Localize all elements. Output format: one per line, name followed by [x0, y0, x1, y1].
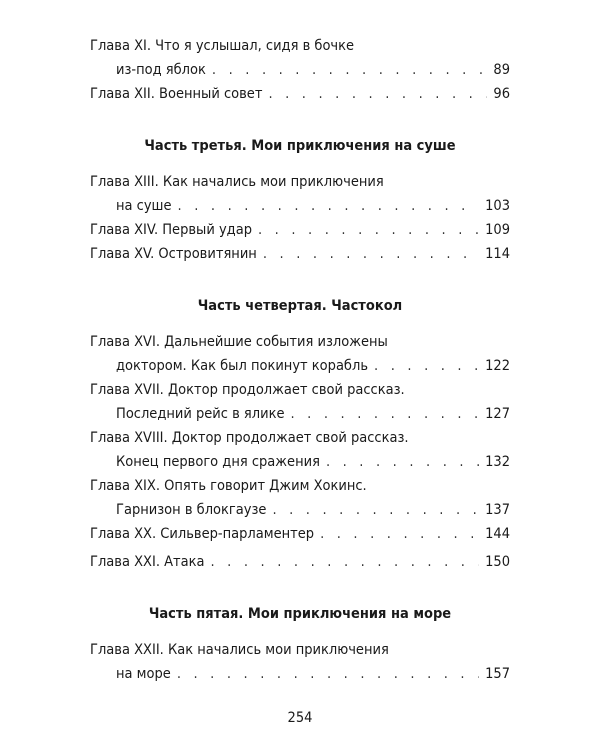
toc-entry-chapter-21 [90, 550, 510, 574]
entry-line: Глава XX. Сильвер-парламентер [90, 526, 315, 542]
dot-leader [374, 354, 479, 378]
entry-line: Гарнизон в блокгаузе [116, 502, 267, 518]
entry-line: на море [116, 666, 171, 682]
page-number: 254 [287, 710, 313, 726]
dot-leader [326, 450, 479, 474]
page-ref: 144 [485, 526, 510, 542]
entry-line-leader [90, 498, 510, 522]
dot-leader [320, 522, 479, 546]
page-ref: 114 [485, 246, 510, 262]
page-ref: 103 [485, 198, 510, 214]
dot-leader [272, 498, 479, 522]
entry-line: из-под яблок [116, 62, 206, 78]
entry-line: доктором. Как был покинут корабль [116, 358, 369, 374]
dot-leader [178, 194, 480, 218]
entry-line: Глава XII. Военный совет [90, 86, 263, 102]
entry-line: на суше [116, 198, 172, 214]
entry-line: Глава XIX. Опять говорит Джим Хокинс. [90, 478, 367, 494]
page-ref: 132 [485, 454, 510, 470]
entry-line-leader [90, 354, 510, 378]
entry-line: Глава XVIII. Доктор продолжает свой рассказ. [90, 430, 409, 446]
dot-leader [258, 218, 479, 242]
entry-line: Глава XVI. Дальнейшие события изложены [90, 334, 388, 350]
entry-line: Глава XIV. Первый удар [90, 222, 252, 238]
toc-entry-chapter-15 [90, 242, 510, 266]
page-ref: 122 [485, 358, 510, 374]
entry-line-leader [90, 522, 510, 546]
entry-line-leader [90, 550, 510, 574]
toc-entry-chapter-19 [90, 474, 510, 522]
entry-line: Конец первого дня сражения [116, 454, 320, 470]
toc-entry-chapter-17 [90, 378, 510, 426]
entry-line: Глава XI. Что я услышал, сидя в бочке [90, 38, 355, 54]
dot-leader [211, 550, 480, 574]
dot-leader [212, 58, 488, 82]
dot-leader [290, 402, 479, 426]
toc-entry-chapter-18 [90, 426, 510, 474]
page-ref: 157 [485, 666, 510, 682]
page-ref: 127 [485, 406, 510, 422]
page-ref: 89 [493, 62, 510, 78]
toc-entry-chapter-22 [90, 638, 510, 686]
entry-line-leader [90, 402, 510, 426]
page-ref: 96 [493, 86, 510, 102]
part-title: Часть пятая. Мои приключения на море [148, 606, 452, 622]
entry-line: Последний рейс в ялике [116, 406, 285, 422]
part-title: Часть третья. Мои приключения на суше [144, 138, 456, 154]
entry-line: Глава XV. Островитянин [90, 246, 257, 262]
toc-entry-chapter-12 [90, 82, 510, 106]
entry-line: Глава XXII. Как начались мои приключения [90, 642, 389, 658]
entry-line-leader [90, 58, 510, 82]
entry-line: Глава XXI. Атака [90, 554, 205, 570]
entry-line-leader [90, 662, 510, 686]
entry-line-leader [90, 450, 510, 474]
page-ref: 150 [485, 554, 510, 570]
toc-entry-chapter-14 [90, 218, 510, 242]
entry-line: Глава XVII. Доктор продолжает свой рассказ. [90, 382, 405, 398]
entry-line-leader [90, 242, 510, 266]
page-ref: 137 [485, 502, 510, 518]
entry-line: Глава XIII. Как начались мои приключения [90, 174, 384, 190]
entry-line-leader [90, 218, 510, 242]
toc-entry-chapter-20 [90, 522, 510, 546]
page-ref: 109 [485, 222, 510, 238]
dot-leader [268, 82, 487, 106]
toc-entry-chapter-13 [90, 170, 510, 218]
entry-line-leader [90, 194, 510, 218]
toc-entry-chapter-16 [90, 330, 510, 378]
dot-leader [177, 662, 479, 686]
toc-entry-chapter-11 [90, 34, 510, 82]
entry-line-leader [90, 82, 510, 106]
part-title: Часть четвертая. Частокол [197, 298, 403, 314]
dot-leader [263, 242, 479, 266]
